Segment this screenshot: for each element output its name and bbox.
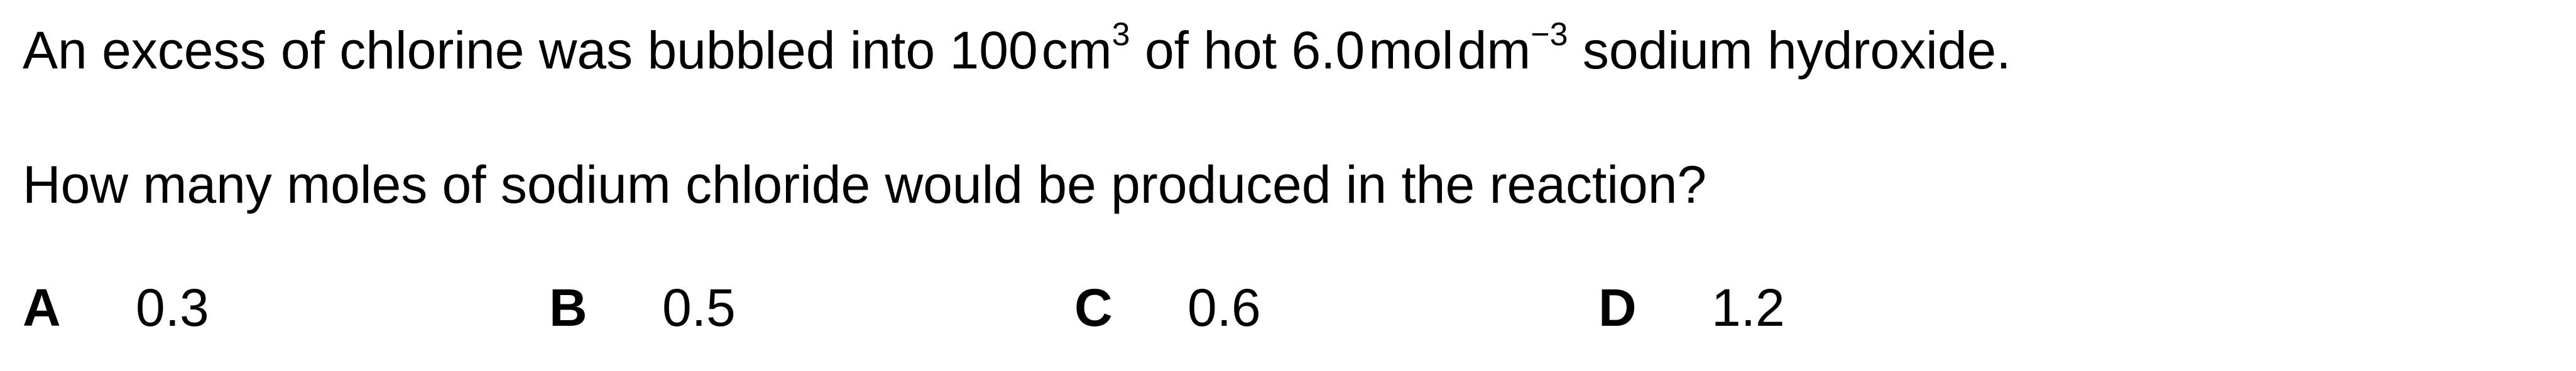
stem-part1: An excess of chlorine was bubbled into 100 — [23, 21, 1038, 80]
unit-mol: mol — [1368, 21, 1454, 80]
option-c-letter: C — [1074, 278, 1113, 337]
option-a-letter: A — [23, 278, 61, 337]
question-prompt: How many moles of sodium chloride would be produced in the reaction? — [23, 155, 1707, 214]
option-a-value: 0.3 — [136, 278, 209, 337]
option-a[interactable] — [23, 278, 209, 337]
option-b-value: 0.5 — [662, 278, 736, 337]
unit-cm-exponent: 3 — [1111, 16, 1130, 53]
option-c[interactable] — [1074, 278, 1261, 337]
stem-part3: sodium hydroxide. — [1582, 21, 2011, 80]
option-d-letter: D — [1598, 278, 1637, 337]
option-d[interactable] — [1598, 278, 1785, 337]
question-stem — [23, 16, 2011, 80]
option-b[interactable] — [549, 278, 736, 337]
option-b-letter: B — [549, 278, 587, 337]
answer-options — [0, 278, 2576, 344]
unit-cm: cm — [1041, 21, 1112, 80]
stem-part2: of hot 6.0 — [1144, 21, 1365, 80]
option-d-value: 1.2 — [1711, 278, 1785, 337]
unit-dm-exponent: −3 — [1531, 16, 1568, 53]
option-c-value: 0.6 — [1187, 278, 1261, 337]
unit-dm: dm — [1457, 21, 1531, 80]
